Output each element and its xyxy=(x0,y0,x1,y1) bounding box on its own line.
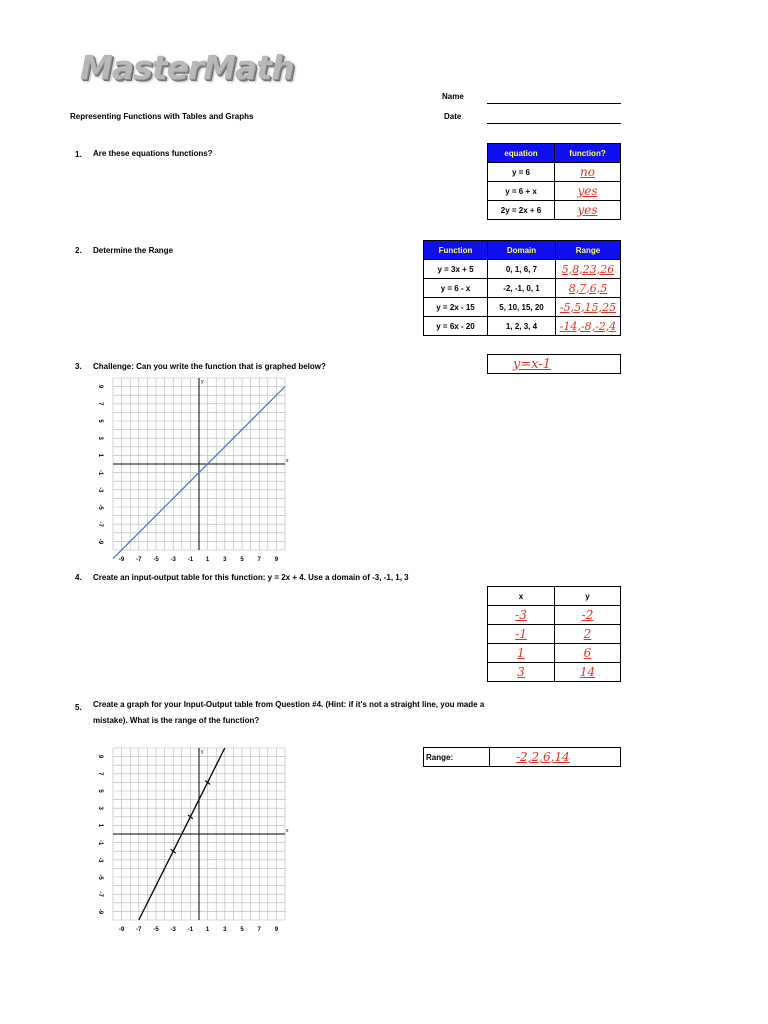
q2-header-domain: Domain xyxy=(488,241,556,260)
q1-answer: yes xyxy=(577,203,598,217)
x-tick-label: -9 xyxy=(118,557,125,563)
table-row xyxy=(488,201,621,220)
y-tick-label: 7 xyxy=(97,402,103,406)
q5-number: 5. xyxy=(75,703,82,712)
y-tick-label: -5 xyxy=(97,874,103,880)
q5-text-line-2: mistake). What is the range of the function? xyxy=(93,716,260,725)
q2-header-function: Function xyxy=(424,241,488,260)
x-tick-label: -7 xyxy=(136,557,142,563)
y-tick-label: 3 xyxy=(97,806,103,810)
x-tick-label: -1 xyxy=(187,557,194,563)
x-tick-label: 5 xyxy=(240,927,244,933)
table-row xyxy=(488,663,621,682)
table-row xyxy=(488,625,621,644)
y-tick-label: -7 xyxy=(97,891,103,897)
q3-answer: y=x-1 xyxy=(512,357,551,372)
q2-domain: 0, 1, 6, 7 xyxy=(488,260,556,279)
q1-answer: yes xyxy=(577,184,598,198)
q2-domain: 5, 10, 15, 20 xyxy=(488,298,556,317)
q2-text: Determine the Range xyxy=(93,246,174,255)
x-tick-label: 5 xyxy=(240,557,244,563)
x-tick-label: -7 xyxy=(136,927,142,933)
y-tick-label: 3 xyxy=(97,436,103,440)
q5-range-answer[interactable]: -2,2,6,14 xyxy=(516,750,570,764)
x-tick-label: -3 xyxy=(170,557,176,563)
q2-function: y = 6 - x xyxy=(424,279,488,298)
q4-header-y: y xyxy=(555,587,621,606)
date-field[interactable] xyxy=(487,123,621,124)
q5-range-label: Range: xyxy=(424,748,490,767)
q1-text: Are these equations functions? xyxy=(93,149,213,158)
date-label: Date xyxy=(444,112,462,121)
q1-equation: y = 6 + x xyxy=(488,182,555,201)
q3-answer-box[interactable] xyxy=(487,354,621,374)
x-tick-label: 1 xyxy=(205,927,210,933)
q1-number: 1. xyxy=(75,150,82,159)
x-tick-label: 1 xyxy=(205,557,210,563)
table-row xyxy=(488,606,621,625)
q5-text-line-1: Create a graph for your Input-Output table from Question #4. (Hint: if it's not a straight line, you made a xyxy=(93,700,485,709)
q1-table xyxy=(487,143,621,220)
q2-function: y = 3x + 5 xyxy=(424,260,488,279)
y-tick-label: -3 xyxy=(97,487,103,493)
x-axis-letter: x xyxy=(286,828,289,834)
q4-y-value: 14 xyxy=(579,665,596,679)
table-row xyxy=(424,260,621,279)
y-tick-label: 9 xyxy=(97,384,103,389)
q1-header-function: function? xyxy=(555,144,621,163)
table-row xyxy=(488,182,621,201)
graph-q3 xyxy=(85,372,300,563)
x-axis-letter: x xyxy=(286,458,289,464)
table-row xyxy=(424,279,621,298)
q4-text: Create an input-output table for this function: y = 2x + 4. Use a domain of -3, -1, 1, 3 xyxy=(93,573,409,582)
q2-range: 8,7,6,5 xyxy=(568,281,608,295)
x-tick-label: -9 xyxy=(118,927,125,933)
q2-function: y = 6x - 20 xyxy=(424,317,488,336)
x-tick-label: -1 xyxy=(187,927,194,933)
x-tick-label: -3 xyxy=(170,927,176,933)
q5-range-table xyxy=(423,747,621,767)
y-tick-label: -3 xyxy=(97,857,103,863)
q2-table xyxy=(423,240,621,336)
x-tick-label: 9 xyxy=(274,927,279,933)
y-tick-label: -1 xyxy=(97,469,103,476)
q2-domain: -2, -1, 0, 1 xyxy=(488,279,556,298)
x-tick-label: 3 xyxy=(223,927,227,933)
q1-answer: no xyxy=(580,165,595,179)
q3-text: Challenge: Can you write the function that is graphed below? xyxy=(93,362,326,371)
x-tick-label: -5 xyxy=(153,557,159,563)
y-axis-letter: y xyxy=(201,749,204,755)
q4-x-value: 3 xyxy=(517,665,525,679)
q2-range: -5,5,15,25 xyxy=(559,300,617,314)
worksheet-subtitle: Representing Functions with Tables and Graphs xyxy=(70,112,254,121)
x-tick-label: 3 xyxy=(223,557,227,563)
y-tick-label: 1 xyxy=(97,453,103,458)
y-tick-label: -5 xyxy=(97,504,103,510)
q2-domain: 1, 2, 3, 4 xyxy=(488,317,556,336)
q2-range: 5,8,23,26 xyxy=(561,262,615,276)
name-label: Name xyxy=(442,92,464,101)
q3-number: 3. xyxy=(75,362,82,371)
q2-function: y = 2x - 15 xyxy=(424,298,488,317)
q2-header-range: Range xyxy=(556,241,621,260)
x-tick-label: -5 xyxy=(153,927,159,933)
y-tick-label: 7 xyxy=(97,772,103,776)
y-tick-label: 1 xyxy=(97,823,103,828)
table-row xyxy=(424,317,621,336)
q2-range: -14,-8,-2,4 xyxy=(559,319,617,333)
q1-equation: y = 6 xyxy=(488,163,555,182)
q4-number: 4. xyxy=(75,573,82,582)
table-row xyxy=(488,163,621,182)
q4-table xyxy=(487,586,621,682)
q4-x-value: -1 xyxy=(515,627,527,641)
x-tick-label: 9 xyxy=(274,557,279,563)
y-axis-letter: y xyxy=(201,379,204,385)
q1-header-equation: equation xyxy=(488,144,555,163)
y-tick-label: -7 xyxy=(97,521,103,527)
name-field[interactable] xyxy=(487,103,621,104)
q1-equation: 2y = 2x + 6 xyxy=(488,201,555,220)
q2-number: 2. xyxy=(75,246,82,255)
q4-y-value: 6 xyxy=(583,646,592,660)
y-tick-label: -1 xyxy=(97,839,103,846)
q4-header-x: x xyxy=(488,587,555,606)
x-tick-label: 7 xyxy=(257,557,261,563)
q4-y-value: -2 xyxy=(581,608,594,622)
y-tick-label: -9 xyxy=(97,538,103,545)
table-row xyxy=(488,644,621,663)
q4-y-value: 2 xyxy=(583,627,592,641)
y-tick-label: 5 xyxy=(97,419,103,423)
q4-x-value: -3 xyxy=(515,608,527,622)
y-tick-label: -9 xyxy=(97,908,103,915)
y-tick-label: 5 xyxy=(97,789,103,793)
graph-q5 xyxy=(85,742,300,933)
q4-x-value: 1 xyxy=(517,646,525,660)
table-row xyxy=(424,298,621,317)
y-tick-label: 9 xyxy=(97,754,103,759)
mastermath-logo: MasterMath xyxy=(80,48,294,87)
x-tick-label: 7 xyxy=(257,927,261,933)
